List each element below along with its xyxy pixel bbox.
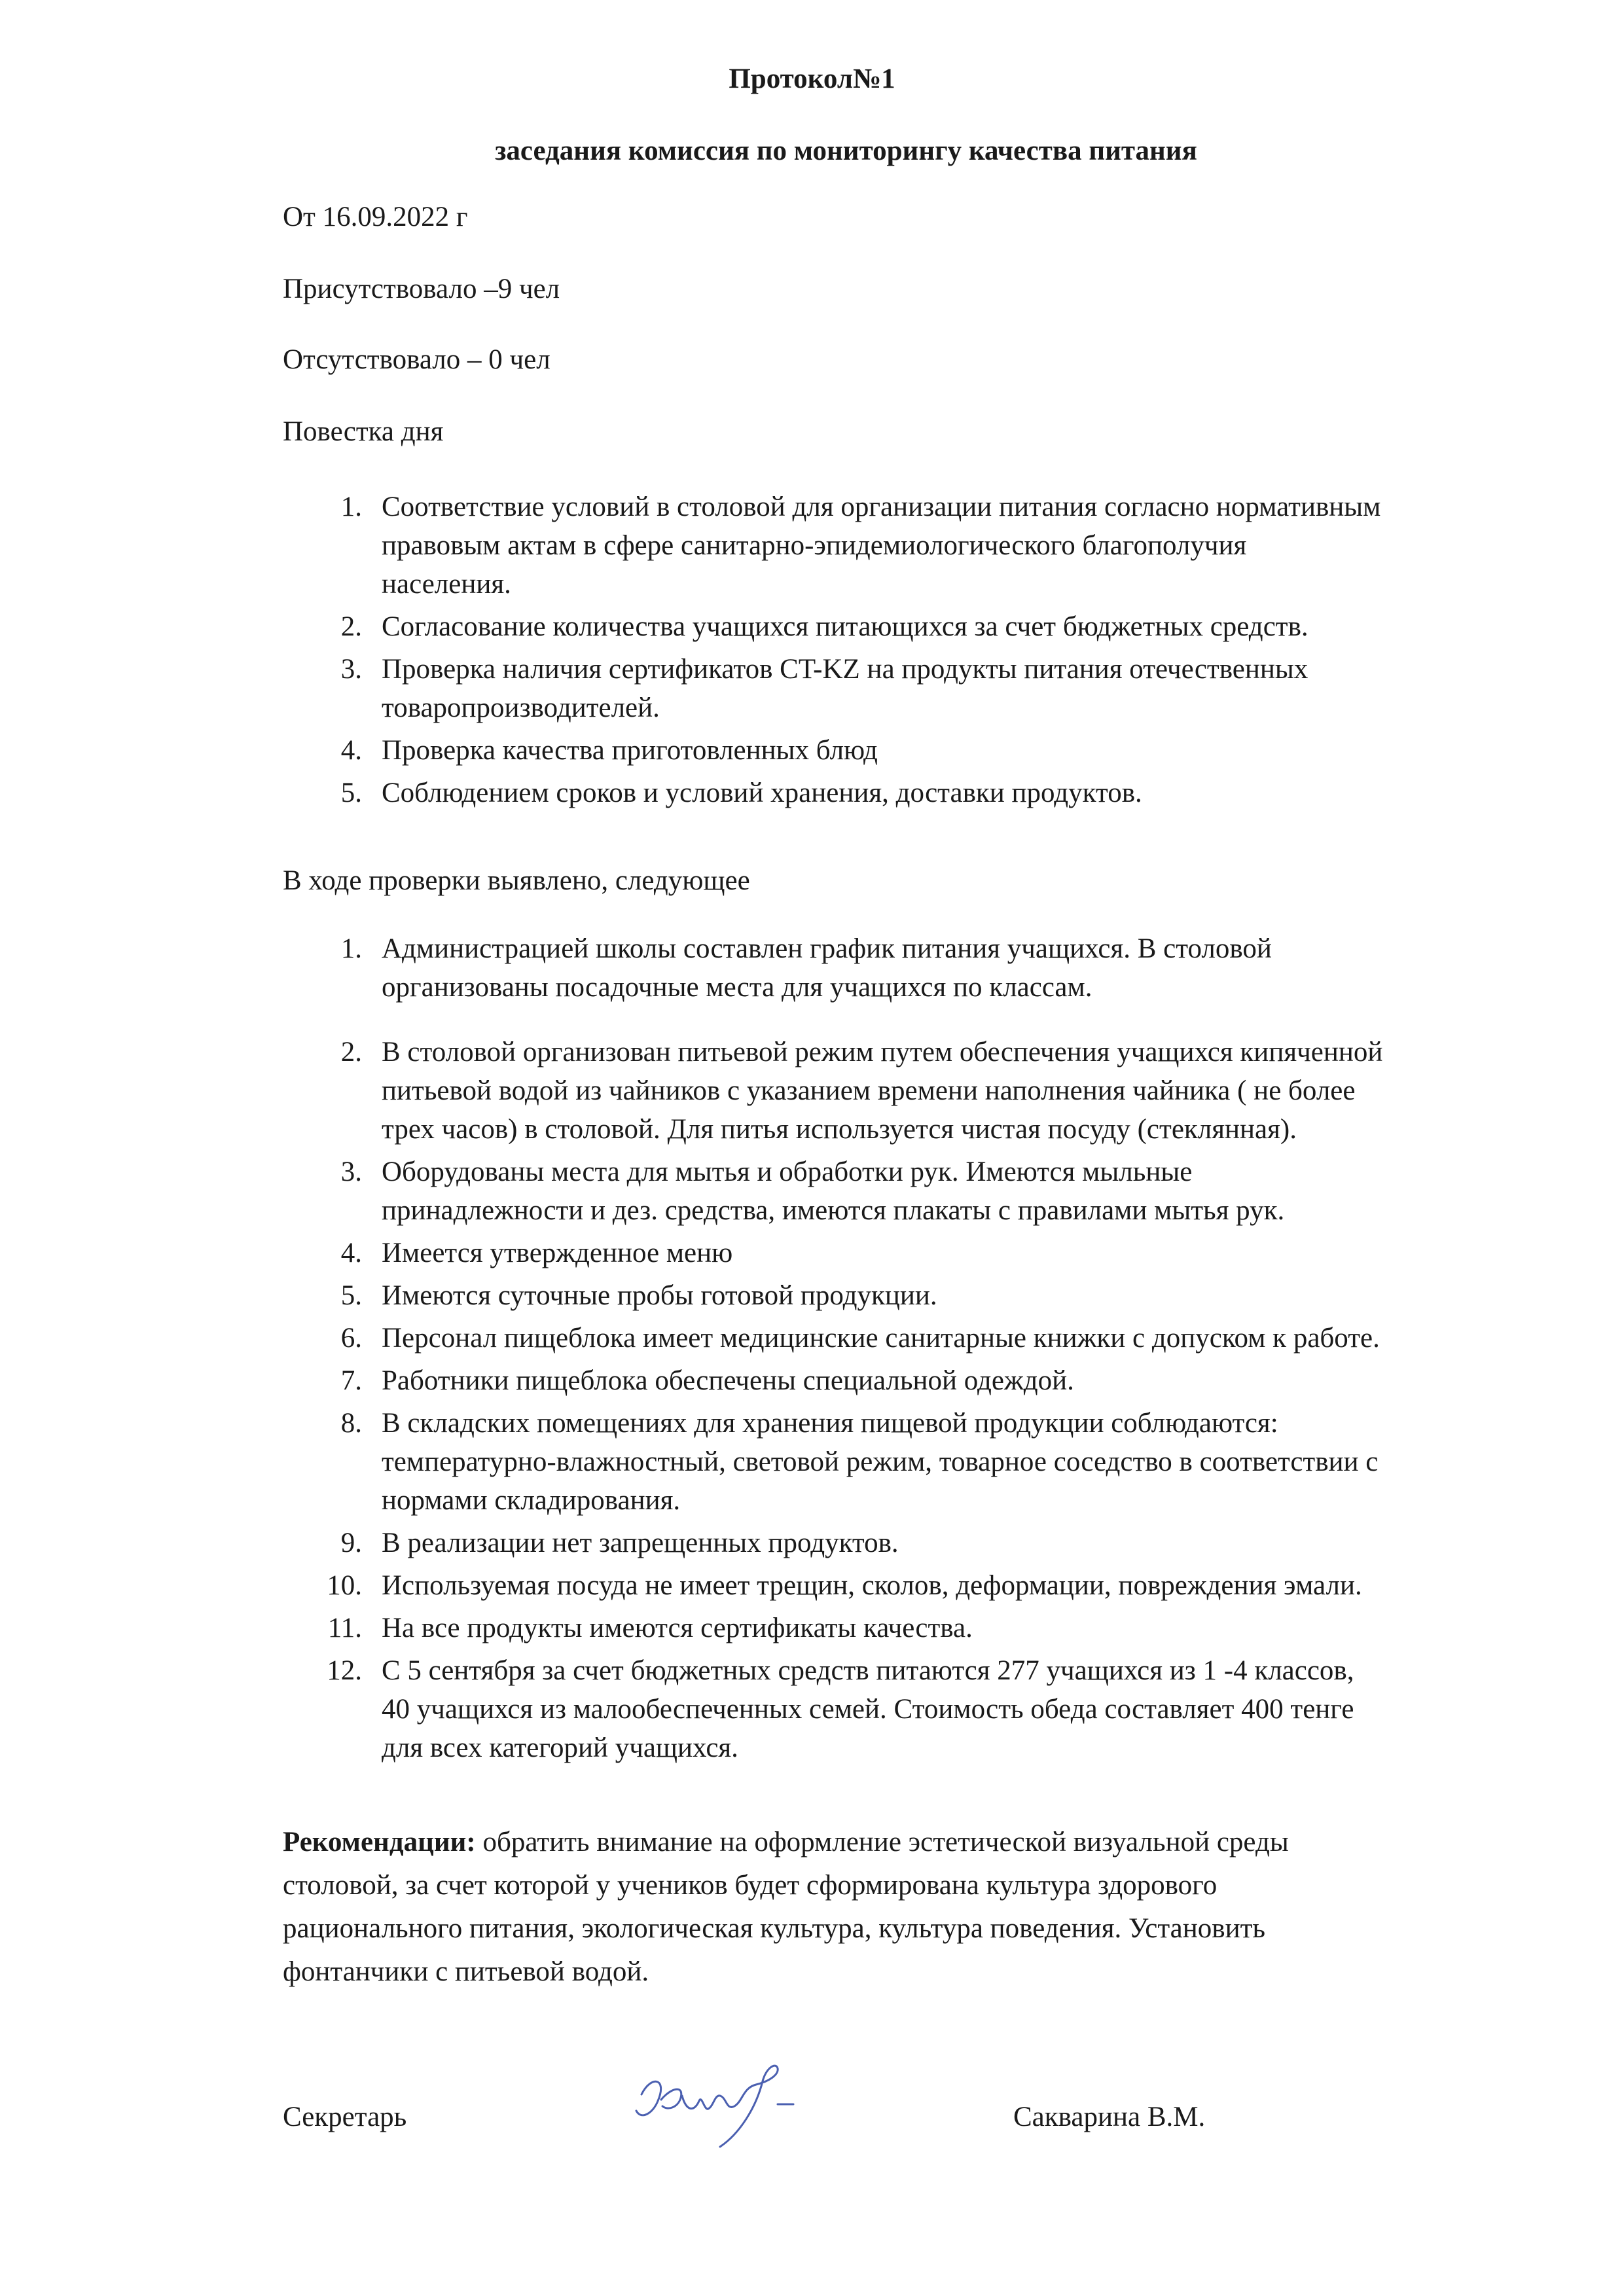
finding-item-number: 3. bbox=[340, 1157, 362, 1187]
agenda-item bbox=[300, 774, 1602, 812]
agenda-item bbox=[300, 650, 1602, 727]
finding-item-text: На все продукты имеются сертификаты качества. bbox=[382, 1613, 973, 1643]
finding-item bbox=[300, 1524, 1602, 1562]
finding-item bbox=[300, 1153, 1602, 1230]
finding-item bbox=[300, 1651, 1602, 1767]
meeting-date: От 16.09.2022 г bbox=[283, 202, 468, 232]
finding-item-text: В складских помещениях для хранения пищевой продукции соблюдаются: температурно-влажностный, световой режим, товарное соседство в соответствии с нормами складирования. bbox=[382, 1408, 1379, 1516]
document-title: Протокол№1 bbox=[729, 63, 895, 94]
attendance-absent: Отсутствовало – 0 чел bbox=[283, 344, 550, 375]
finding-item-number: 12. bbox=[327, 1655, 362, 1686]
finding-item bbox=[300, 1609, 1602, 1647]
agenda-item-number: 2. bbox=[340, 611, 362, 642]
finding-item-number: 2. bbox=[340, 1037, 362, 1067]
finding-item-number: 6. bbox=[340, 1323, 362, 1354]
agenda-item-text: Соответствие условий в столовой для организации питания согласно нормативным правовым актам в сфере санитарно-эпидемиологического благополучия населения. bbox=[382, 492, 1381, 600]
finding-item-number: 10. bbox=[327, 1570, 362, 1601]
finding-item bbox=[300, 1276, 1602, 1315]
finding-item bbox=[300, 1234, 1602, 1272]
findings-list bbox=[300, 929, 1602, 1771]
finding-item-number: 1. bbox=[340, 933, 362, 964]
finding-item-number: 8. bbox=[340, 1408, 362, 1439]
finding-item bbox=[300, 1033, 1602, 1149]
finding-item bbox=[300, 1566, 1602, 1605]
finding-item-text: В реализации нет запрещенных продуктов. bbox=[382, 1528, 899, 1558]
finding-item bbox=[300, 1404, 1602, 1520]
attendance-present: Присутствовало –9 чел bbox=[283, 274, 560, 304]
finding-item bbox=[300, 929, 1602, 1007]
signature-stroke bbox=[636, 2066, 778, 2147]
agenda-item bbox=[300, 607, 1602, 646]
agenda-item-text: Проверка качества приготовленных блюд bbox=[382, 735, 878, 766]
agenda-item bbox=[300, 488, 1602, 603]
signer-name: Сакварина В.М. bbox=[1013, 2102, 1206, 2132]
finding-item-text: Имеется утвержденное меню bbox=[382, 1238, 733, 1268]
finding-item-text: Работники пищеблока обеспечены специальной одеждой. bbox=[382, 1365, 1074, 1396]
finding-item-number: 4. bbox=[340, 1238, 362, 1268]
agenda-item-number: 1. bbox=[340, 492, 362, 522]
finding-item-text: Администрацией школы составлен график питания учащихся. В столовой организованы посадочные места для учащихся по классам. bbox=[382, 933, 1272, 1003]
agenda-list bbox=[300, 488, 1602, 816]
recommendations-label: Рекомендации: bbox=[283, 1827, 476, 1857]
finding-item-text: С 5 сентября за счет бюджетных средств питаются 277 учащихся из 1 -4 классов, 40 учащихся из малообеспеченных семей. Стоимость обеда составляет 400 тенге для всех категорий учащихся. bbox=[382, 1655, 1354, 1763]
document-subtitle: заседания комиссия по мониторингу качества питания bbox=[495, 135, 1197, 166]
agenda-item-text: Согласование количества учащихся питающихся за счет бюджетных средств. bbox=[382, 611, 1308, 642]
finding-item-number: 9. bbox=[340, 1528, 362, 1558]
agenda-item bbox=[300, 731, 1602, 770]
agenda-heading: Повестка дня bbox=[283, 416, 444, 447]
agenda-item-number: 4. bbox=[340, 735, 362, 766]
agenda-item-text: Соблюдением сроков и условий хранения, доставки продуктов. bbox=[382, 778, 1142, 808]
finding-item-number: 11. bbox=[327, 1613, 362, 1643]
finding-item-number: 5. bbox=[340, 1280, 362, 1311]
finding-item-text: Оборудованы места для мытья и обработки рук. Имеются мыльные принадлежности и дез. средства, имеются плакаты с правилами мытья рук. bbox=[382, 1157, 1285, 1226]
signer-role: Секретарь bbox=[283, 2102, 407, 2132]
recommendations-text: обратить внимание на оформление эстетической визуальной среды столовой, за счет которой у учеников будет сформирована культура здорового рационального питания, экологическая культура, культура поведения. Установить фонтанчики с питьевой водой. bbox=[283, 1827, 1289, 1987]
recommendations bbox=[283, 1821, 1579, 1994]
finding-item-text: В столовой организован питьевой режим путем обеспечения учащихся кипяченной питьевой водой из чайников с указанием времени наполнения чайника ( не более трех часов) в столовой. Для питья используется чистая посуду (стеклянная). bbox=[382, 1037, 1383, 1145]
finding-item bbox=[300, 1361, 1602, 1400]
agenda-item-number: 5. bbox=[340, 778, 362, 808]
finding-item-text: Персонал пищеблока имеет медицинские санитарные книжки с допуском к работе. bbox=[382, 1323, 1380, 1354]
handwritten-signature bbox=[622, 2049, 838, 2153]
findings-heading: В ходе проверки выявлено, следующее bbox=[283, 865, 750, 896]
agenda-item-text: Проверка наличия сертификатов CT-KZ на продукты питания отечественных товаропроизводителей. bbox=[382, 654, 1308, 723]
finding-item-text: Используемая посуда не имеет трещин, сколов, деформации, повреждения эмали. bbox=[382, 1570, 1362, 1601]
agenda-item-number: 3. bbox=[340, 654, 362, 685]
finding-item-number: 7. bbox=[340, 1365, 362, 1396]
finding-item-text: Имеются суточные пробы готовой продукции. bbox=[382, 1280, 937, 1311]
finding-item bbox=[300, 1319, 1602, 1357]
